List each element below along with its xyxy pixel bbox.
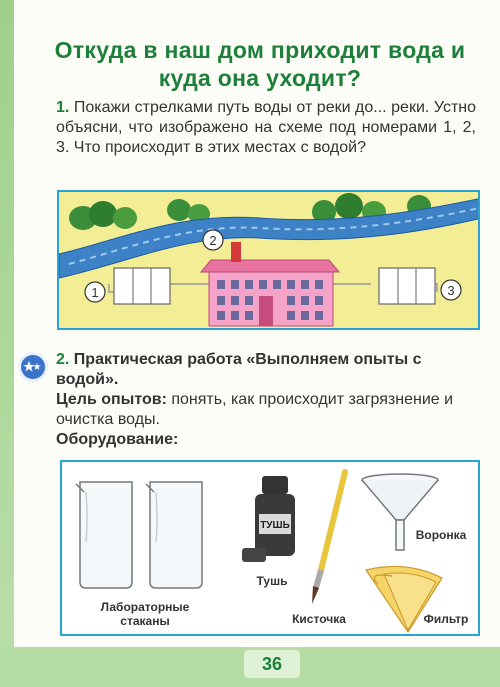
svg-text:2: 2 <box>209 233 217 248</box>
sewage-treatment-station <box>379 268 435 304</box>
equipment-label: Оборудование: <box>56 431 179 448</box>
svg-text:3: 3 <box>447 283 455 298</box>
left-decorative-strip <box>0 0 14 687</box>
task-1-number: 1. <box>56 99 70 116</box>
page-number: 36 <box>244 650 300 678</box>
beaker-right-icon <box>146 482 202 588</box>
practical-work-icon <box>18 352 48 382</box>
task-1-text: Покажи стрелками путь воды от реки до... реки. Устно объясни, что изображено на схеме под номерами 1, 2, 3. Что происходит в этих местах с водой? <box>56 99 477 156</box>
task-2-title: Практическая работа «Выполняем опыты с водой». <box>56 351 422 388</box>
task-1 <box>56 98 476 158</box>
task-2-number: 2. <box>56 351 70 368</box>
ink-label: Тушь <box>256 574 288 588</box>
water-path-scheme <box>57 190 480 330</box>
beakers-label: Лабораторные стаканы <box>100 600 190 628</box>
scheme-number-1 <box>85 282 105 302</box>
scheme-number-3 <box>441 280 461 300</box>
funnel-label: Воронка <box>415 528 467 542</box>
svg-text:ТУШЬ: ТУШЬ <box>260 520 290 531</box>
filter-label: Фильтр <box>423 612 469 626</box>
goal-label: Цель опытов: <box>56 391 167 408</box>
scheme-illustration <box>59 192 480 330</box>
page-title: Откуда в наш дом приходит вода и куда она уходит? <box>54 37 466 91</box>
ink-bottle-icon <box>242 476 295 562</box>
equipment-panel <box>60 460 480 636</box>
goal-text: понять, как происходит загрязнение и очистка воды. <box>56 391 454 428</box>
scheme-number-2 <box>203 230 223 250</box>
task-2 <box>56 350 476 450</box>
svg-text:1: 1 <box>91 285 99 300</box>
brush-icon <box>312 472 345 604</box>
water-treatment-station <box>114 268 170 304</box>
beaker-left-icon <box>76 482 132 588</box>
brush-label: Кисточка <box>292 612 346 626</box>
